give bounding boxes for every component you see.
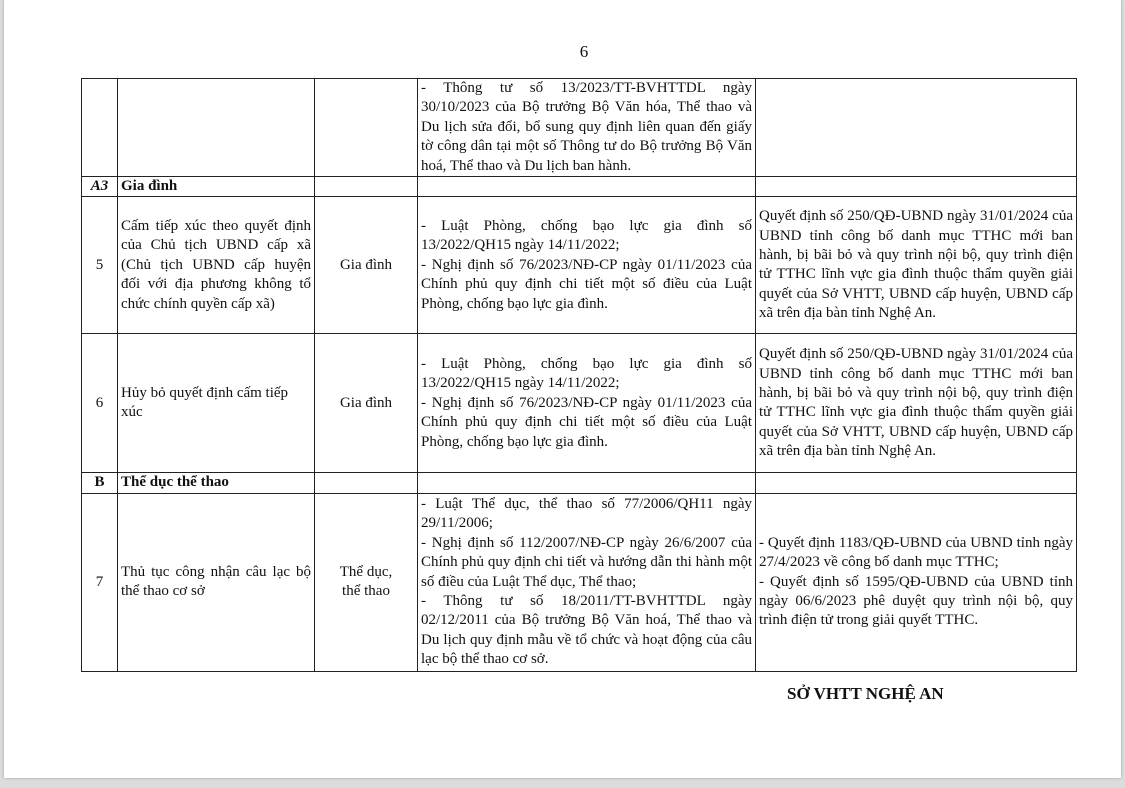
- legal-basis-item: - Luật Thể dục, thể thao số 77/2006/QH11 ngày 29/11/2006;: [421, 496, 752, 532]
- signature-block: SỞ VHTT NGHỆ AN: [787, 684, 944, 703]
- decision-cell: [756, 79, 1077, 177]
- decision-cell: Quyết định số 250/QĐ-UBND ngày 31/01/2024 của UBND tỉnh công bố danh mục TTHC mới ban hành, bị bãi bỏ và quy trình nội bộ, quy trình điện tử TTHC lĩnh vực gia đình thuộc thẩm quyền giải quyết của Sở VHTT, UBND cấp huyện, UBND cấp xã trên địa bàn tỉnh Nghệ An.: [756, 197, 1077, 334]
- legal-basis-cell: [418, 197, 756, 334]
- legal-basis-cell: - Thông tư số 13/2023/TT-BVHTTDL ngày 30/10/2023 của Bộ trưởng Bộ Văn hóa, Thể thao và Du lịch sửa đổi, bổ sung quy định liên quan đến giấy tờ công dân tại một số Thông tư do Bộ trưởng Bộ Văn hoá, Thể thao và Du lịch ban hành.: [418, 79, 756, 177]
- legal-basis-item: - Luật Phòng, chống bạo lực gia đình số 13/2022/QH15 ngày 14/11/2022;: [421, 217, 752, 254]
- page-number: 6: [579, 42, 589, 61]
- legal-basis-cell: [418, 334, 756, 473]
- stt-cell: 6: [82, 334, 118, 473]
- table-row: [82, 197, 1077, 334]
- legal-basis-item: - Luật Phòng, chống bạo lực gia đình số 13/2022/QH15 ngày 14/11/2022;: [421, 355, 752, 392]
- name-cell: [118, 79, 315, 177]
- legal-basis-item: - Nghị định số 112/2007/NĐ-CP ngày 26/6/2007 của Chính phủ quy định chi tiết và hướng dẫn thi hành một số điều của Luật Thể dục, Thể thao;: [421, 534, 752, 590]
- section-row-b: [82, 473, 1077, 493]
- field-cell: [315, 79, 418, 177]
- field-cell: [315, 493, 418, 671]
- legal-basis-item: - Thông tư số 18/2011/TT-BVHTTDL ngày 02/12/2011 của Bộ trưởng Bộ Văn hoá, Thể thao và Du lịch quy định mẫu về tổ chức và hoạt động của câu lạc bộ thể thao cơ sở.: [421, 593, 752, 668]
- name-cell: Hủy bỏ quyết định cấm tiếp xúc: [118, 334, 315, 473]
- field-cell: Gia đình: [315, 197, 418, 334]
- name-cell: Thủ tục công nhận câu lạc bộ thể thao cơ sở: [118, 493, 315, 671]
- field-line: thể thao: [342, 583, 390, 600]
- table-row: [82, 493, 1077, 671]
- stt-cell: [82, 79, 118, 177]
- stt-cell: 5: [82, 197, 118, 334]
- table-row: [82, 79, 1077, 177]
- table-row: [82, 334, 1077, 473]
- document-page: [4, 0, 1121, 778]
- name-cell: Cấm tiếp xúc theo quyết định của Chủ tịch UBND cấp xã (Chủ tịch UBND cấp huyện đối với địa phương không tổ chức chính quyền cấp xã): [118, 197, 315, 334]
- decision-item: - Quyết định số 1595/QĐ-UBND của UBND tỉnh ngày 06/6/2023 phê duyệt quy trình nội bộ, quy trình điện tử trong giải quyết TTHC.: [759, 573, 1073, 629]
- decision-cell: [756, 493, 1077, 671]
- field-cell: Gia đình: [315, 334, 418, 473]
- decision-cell: Quyết định số 250/QĐ-UBND ngày 31/01/2024 của UBND tỉnh công bố danh mục TTHC mới ban hành, bị bãi bỏ và quy trình nội bộ, quy trình điện tử TTHC lĩnh vực gia đình thuộc thẩm quyền giải quyết của Sở VHTT, UBND cấp huyện, UBND cấp xã trên địa bàn tỉnh Nghệ An.: [756, 334, 1077, 473]
- stt-cell: 7: [82, 493, 118, 671]
- section-title: Thể dục thể thao: [118, 473, 315, 493]
- section-row-a3: [82, 177, 1077, 197]
- section-code: A3: [82, 177, 118, 197]
- legal-basis-item: - Nghị định số 76/2023/NĐ-CP ngày 01/11/2023 của Chính phủ quy định chi tiết một số điều của Luật Phòng, chống bạo lực gia đình.: [421, 394, 752, 450]
- legal-basis-item: - Nghị định số 76/2023/NĐ-CP ngày 01/11/2023 của Chính phủ quy định chi tiết một số điều của Luật Phòng, chống bạo lực gia đình.: [421, 256, 752, 312]
- field-line: Thể dục,: [339, 563, 393, 580]
- section-title: Gia đình: [118, 177, 315, 197]
- legal-basis-cell: [418, 493, 756, 671]
- procedure-table: [81, 78, 1077, 672]
- decision-item: - Quyết định 1183/QĐ-UBND của UBND tỉnh ngày 27/4/2023 về công bố danh mục TTHC;: [759, 534, 1073, 571]
- section-code: B: [82, 473, 118, 493]
